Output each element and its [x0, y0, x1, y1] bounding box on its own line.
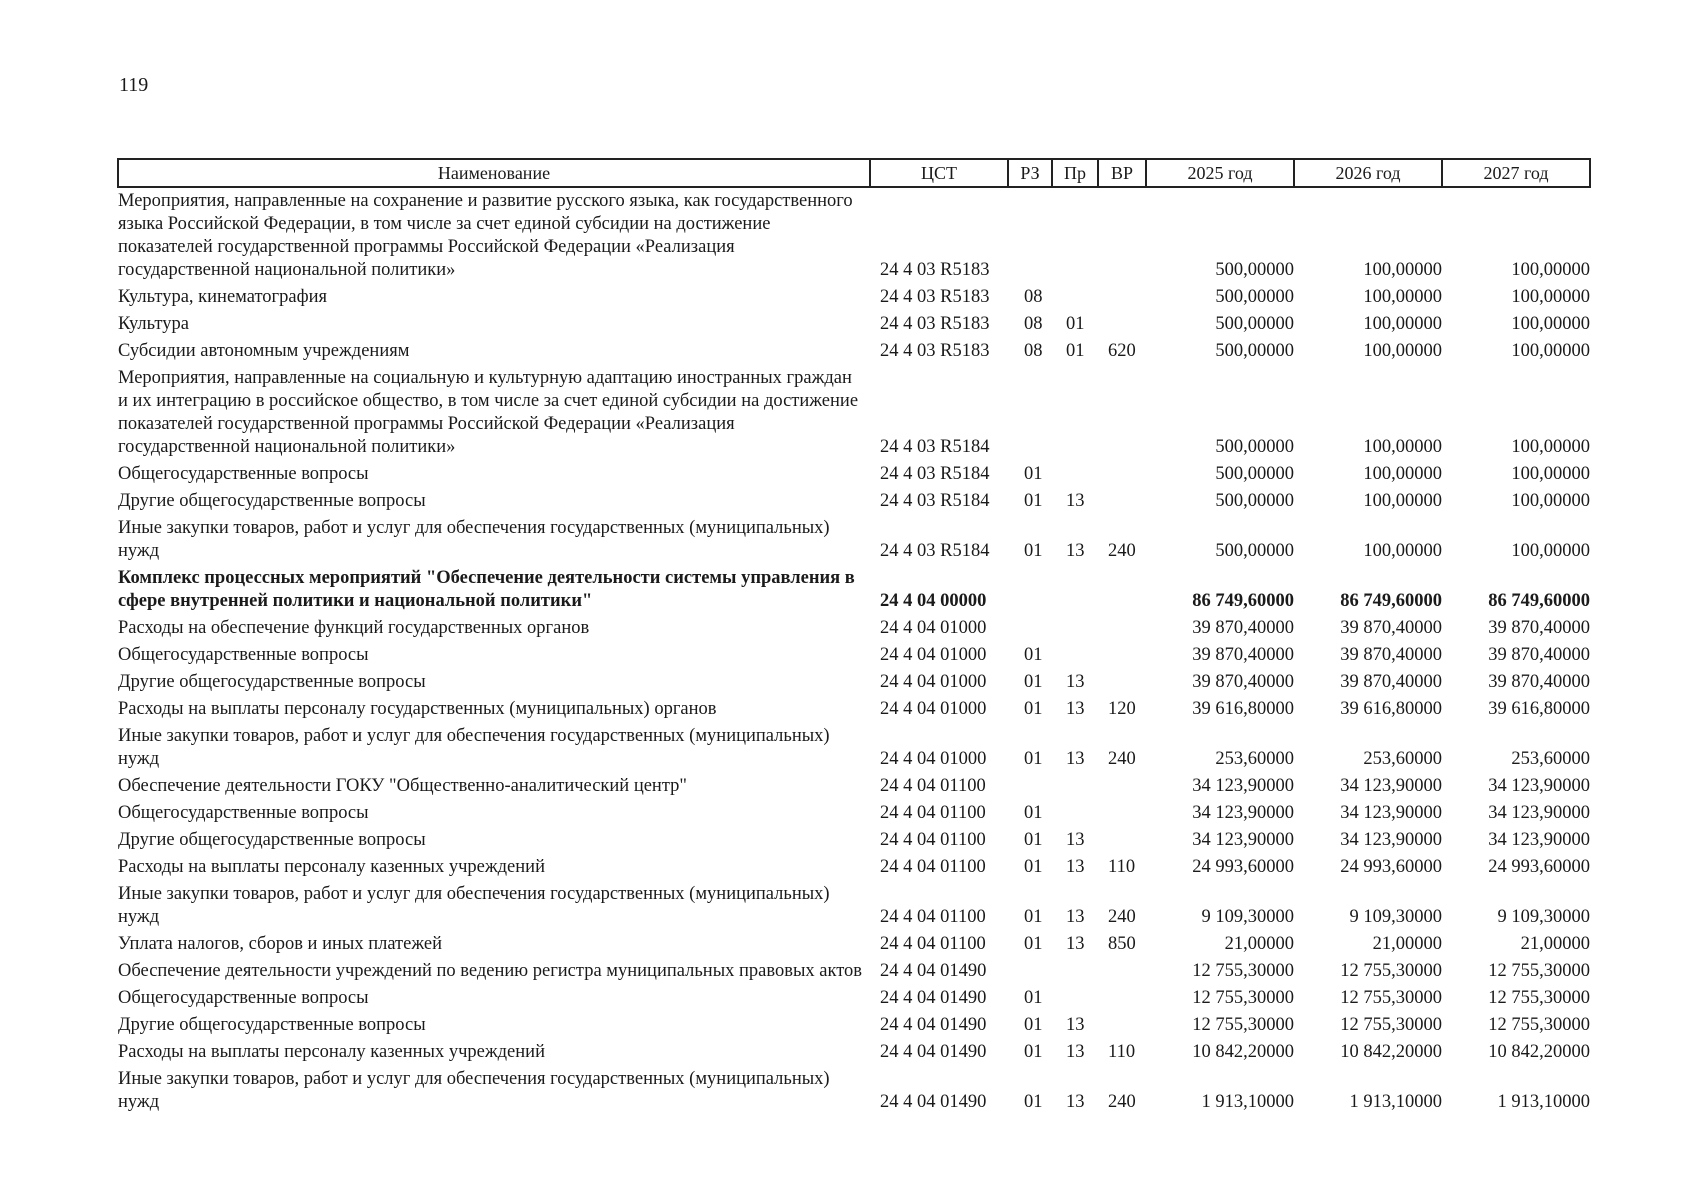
row-value-2026: 39 870,40000	[1340, 645, 1442, 665]
row-vr: 110	[1108, 1042, 1136, 1062]
row-pr: 13	[1066, 1015, 1085, 1035]
row-value-2025: 34 123,90000	[1192, 803, 1294, 823]
row-vr: 850	[1108, 934, 1136, 954]
row-value-2027: 39 616,80000	[1488, 699, 1590, 719]
row-cst: 24 4 04 01000	[880, 645, 987, 665]
row-value-2025: 1 913,10000	[1201, 1092, 1294, 1112]
row-rz: 01	[1024, 541, 1043, 561]
row-vr	[1098, 800, 1146, 827]
row-cst: 24 4 04 01100	[880, 907, 986, 927]
row-vr	[1098, 615, 1146, 642]
row-value-2026: 100,00000	[1363, 541, 1442, 561]
row-value-2026: 100,00000	[1363, 260, 1442, 280]
row-pr	[1052, 615, 1098, 642]
row-value-2025: 253,60000	[1215, 749, 1294, 769]
table-row	[118, 488, 1590, 515]
row-vr: 240	[1108, 907, 1136, 927]
row-name: Общегосударственные вопросы	[118, 464, 369, 484]
row-vr	[1098, 1012, 1146, 1039]
table-row	[118, 642, 1590, 669]
row-pr: 13	[1066, 907, 1085, 927]
row-value-2025: 12 755,30000	[1192, 961, 1294, 981]
row-value-2025: 39 870,40000	[1192, 618, 1294, 638]
row-value-2026: 1 913,10000	[1349, 1092, 1442, 1112]
row-value-2025: 39 870,40000	[1192, 672, 1294, 692]
table-row	[118, 1039, 1590, 1066]
row-value-2025: 21,00000	[1224, 934, 1294, 954]
row-cst: 24 4 03 R5183	[880, 341, 990, 361]
row-name: Обеспечение деятельности ГОКУ "Общественно-аналитический центр"	[118, 776, 687, 796]
row-rz: 01	[1024, 907, 1043, 927]
row-name: Другие общегосударственные вопросы	[118, 1015, 426, 1035]
row-value-2027: 100,00000	[1511, 464, 1590, 484]
row-cst: 24 4 04 01100	[880, 803, 986, 823]
row-value-2025: 39 616,80000	[1192, 699, 1294, 719]
row-value-2026: 100,00000	[1363, 491, 1442, 511]
row-pr: 13	[1066, 934, 1085, 954]
header-pr: Пр	[1052, 159, 1098, 187]
row-name: Иные закупки товаров, работ и услуг для обеспечения государственных (муниципальных) нужд	[118, 726, 830, 769]
row-rz: 01	[1024, 803, 1043, 823]
row-value-2027: 12 755,30000	[1488, 1015, 1590, 1035]
table-row	[118, 958, 1590, 985]
row-vr	[1098, 642, 1146, 669]
row-cst: 24 4 03 R5184	[880, 541, 990, 561]
row-cst: 24 4 04 01000	[880, 618, 987, 638]
row-name: Расходы на обеспечение функций государственных органов	[118, 618, 590, 638]
row-rz: 01	[1024, 749, 1043, 769]
row-rz: 01	[1024, 857, 1043, 877]
table-row	[118, 461, 1590, 488]
row-value-2025: 500,00000	[1215, 541, 1294, 561]
row-name: Расходы на выплаты персоналу государственных (муниципальных) органов	[118, 699, 717, 719]
row-value-2027: 9 109,30000	[1497, 907, 1590, 927]
row-value-2025: 34 123,90000	[1192, 776, 1294, 796]
row-name: Уплата налогов, сборов и иных платежей	[118, 934, 443, 954]
row-name: Культура	[118, 314, 189, 334]
row-rz: 08	[1024, 341, 1043, 361]
row-value-2026: 12 755,30000	[1340, 961, 1442, 981]
header-name: Наименование	[118, 159, 870, 187]
row-rz	[1008, 773, 1052, 800]
row-name: Расходы на выплаты персоналу казенных учреждений	[118, 857, 545, 877]
row-rz: 01	[1024, 934, 1043, 954]
row-name: Иные закупки товаров, работ и услуг для обеспечения государственных (муниципальных) нужд	[118, 1069, 830, 1112]
row-vr	[1098, 958, 1146, 985]
row-value-2025: 39 870,40000	[1192, 645, 1294, 665]
header-cst: ЦСТ	[870, 159, 1008, 187]
row-rz	[1008, 365, 1052, 461]
row-rz: 01	[1024, 672, 1043, 692]
row-pr	[1052, 773, 1098, 800]
row-vr	[1098, 669, 1146, 696]
table-row	[118, 187, 1590, 284]
row-pr	[1052, 461, 1098, 488]
row-cst: 24 4 03 R5184	[880, 491, 990, 511]
row-value-2027: 1 913,10000	[1497, 1092, 1590, 1112]
row-value-2026: 253,60000	[1363, 749, 1442, 769]
row-rz: 08	[1024, 314, 1043, 334]
row-cst: 24 4 04 01000	[880, 699, 987, 719]
row-pr: 13	[1066, 672, 1085, 692]
row-value-2027: 34 123,90000	[1488, 803, 1590, 823]
table-row	[118, 881, 1590, 931]
row-pr: 13	[1066, 541, 1085, 561]
header-2025: 2025 год	[1146, 159, 1294, 187]
row-value-2027: 21,00000	[1520, 934, 1590, 954]
table-row	[118, 1066, 1590, 1116]
row-cst: 24 4 04 01490	[880, 1015, 987, 1035]
table-row	[118, 696, 1590, 723]
row-vr	[1098, 773, 1146, 800]
row-value-2026: 39 616,80000	[1340, 699, 1442, 719]
row-value-2026: 39 870,40000	[1340, 672, 1442, 692]
row-cst: 24 4 04 01490	[880, 961, 987, 981]
row-value-2027: 39 870,40000	[1488, 645, 1590, 665]
row-name: Общегосударственные вопросы	[118, 803, 369, 823]
row-vr	[1098, 827, 1146, 854]
table-row	[118, 615, 1590, 642]
row-vr	[1098, 284, 1146, 311]
row-value-2026: 34 123,90000	[1340, 830, 1442, 850]
row-value-2027: 12 755,30000	[1488, 988, 1590, 1008]
row-vr: 620	[1108, 341, 1136, 361]
row-value-2027: 39 870,40000	[1488, 618, 1590, 638]
row-pr	[1052, 284, 1098, 311]
row-pr: 13	[1066, 1042, 1085, 1062]
table-row	[118, 669, 1590, 696]
row-value-2025: 500,00000	[1215, 437, 1294, 457]
row-vr: 240	[1108, 541, 1136, 561]
table-row	[118, 515, 1590, 565]
table-body	[118, 187, 1590, 1116]
header-2027: 2027 год	[1442, 159, 1590, 187]
row-value-2026: 12 755,30000	[1340, 1015, 1442, 1035]
row-name: Культура, кинематография	[118, 287, 328, 307]
row-value-2025: 500,00000	[1215, 287, 1294, 307]
table-header-row	[118, 159, 1590, 187]
row-vr: 120	[1108, 699, 1136, 719]
row-rz: 01	[1024, 1015, 1043, 1035]
row-cst: 24 4 03 R5183	[880, 287, 990, 307]
row-value-2027: 39 870,40000	[1488, 672, 1590, 692]
row-value-2027: 253,60000	[1511, 749, 1590, 769]
row-value-2026: 9 109,30000	[1349, 907, 1442, 927]
row-pr	[1052, 565, 1098, 615]
row-rz	[1008, 615, 1052, 642]
row-cst: 24 4 04 01490	[880, 988, 987, 1008]
row-cst: 24 4 04 00000	[880, 591, 987, 611]
row-name: Общегосударственные вопросы	[118, 645, 369, 665]
row-value-2027: 86 749,60000	[1488, 591, 1590, 611]
row-value-2025: 10 842,20000	[1192, 1042, 1294, 1062]
row-value-2025: 12 755,30000	[1192, 1015, 1294, 1035]
row-vr	[1098, 311, 1146, 338]
row-name: Другие общегосударственные вопросы	[118, 830, 426, 850]
row-value-2027: 100,00000	[1511, 314, 1590, 334]
row-rz: 01	[1024, 1092, 1043, 1112]
row-name: Обеспечение деятельности учреждений по ведению регистра муниципальных правовых актов	[118, 961, 863, 981]
row-cst: 24 4 04 01000	[880, 749, 987, 769]
row-vr: 240	[1108, 1092, 1136, 1112]
row-value-2026: 24 993,60000	[1340, 857, 1442, 877]
row-cst: 24 4 04 01100	[880, 857, 986, 877]
row-pr: 13	[1066, 491, 1085, 511]
header-rz: РЗ	[1008, 159, 1052, 187]
row-vr	[1098, 365, 1146, 461]
table-row	[118, 773, 1590, 800]
row-value-2026: 100,00000	[1363, 437, 1442, 457]
row-value-2026: 100,00000	[1363, 314, 1442, 334]
row-pr: 01	[1066, 314, 1085, 334]
row-value-2025: 500,00000	[1215, 341, 1294, 361]
row-rz	[1008, 958, 1052, 985]
row-rz	[1008, 565, 1052, 615]
row-value-2027: 12 755,30000	[1488, 961, 1590, 981]
row-rz: 01	[1024, 491, 1043, 511]
row-name: Иные закупки товаров, работ и услуг для обеспечения государственных (муниципальных) нужд	[118, 884, 830, 927]
table-row	[118, 338, 1590, 365]
row-value-2025: 500,00000	[1215, 464, 1294, 484]
header-2026: 2026 год	[1294, 159, 1442, 187]
row-cst: 24 4 03 R5183	[880, 260, 990, 280]
row-rz: 01	[1024, 645, 1043, 665]
row-value-2027: 100,00000	[1511, 341, 1590, 361]
row-value-2027: 100,00000	[1511, 541, 1590, 561]
row-value-2026: 100,00000	[1363, 341, 1442, 361]
row-value-2025: 500,00000	[1215, 314, 1294, 334]
row-cst: 24 4 04 01100	[880, 934, 986, 954]
row-vr	[1098, 565, 1146, 615]
row-value-2025: 9 109,30000	[1201, 907, 1294, 927]
row-pr: 13	[1066, 857, 1085, 877]
row-value-2027: 100,00000	[1511, 260, 1590, 280]
row-pr	[1052, 365, 1098, 461]
row-value-2025: 500,00000	[1215, 260, 1294, 280]
row-cst: 24 4 03 R5184	[880, 464, 990, 484]
row-pr: 13	[1066, 830, 1085, 850]
table-row	[118, 1012, 1590, 1039]
row-rz: 01	[1024, 464, 1043, 484]
row-cst: 24 4 04 01100	[880, 776, 986, 796]
row-name: Иные закупки товаров, работ и услуг для обеспечения государственных (муниципальных) нужд	[118, 518, 830, 561]
row-vr	[1098, 488, 1146, 515]
table-row	[118, 723, 1590, 773]
row-name: Мероприятия, направленные на сохранение и развитие русского языка, как государственного языка Российской Федерации, в том числе за счет единой субсидии на достижение показателей государственной программы Российской Федерации «Реализация государственной национальной политики»	[118, 191, 853, 280]
row-value-2027: 34 123,90000	[1488, 830, 1590, 850]
row-pr: 13	[1066, 749, 1085, 769]
table-row	[118, 565, 1590, 615]
row-value-2026: 86 749,60000	[1340, 591, 1442, 611]
row-pr	[1052, 985, 1098, 1012]
row-value-2027: 10 842,20000	[1488, 1042, 1590, 1062]
row-vr	[1098, 985, 1146, 1012]
row-value-2025: 12 755,30000	[1192, 988, 1294, 1008]
row-value-2026: 10 842,20000	[1340, 1042, 1442, 1062]
budget-table	[117, 158, 1591, 1116]
row-pr	[1052, 958, 1098, 985]
row-name: Субсидии автономным учреждениям	[118, 341, 410, 361]
row-cst: 24 4 03 R5183	[880, 314, 990, 334]
row-value-2025: 86 749,60000	[1192, 591, 1294, 611]
row-value-2026: 100,00000	[1363, 287, 1442, 307]
row-value-2026: 34 123,90000	[1340, 803, 1442, 823]
table-row	[118, 284, 1590, 311]
row-name: Другие общегосударственные вопросы	[118, 491, 426, 511]
header-vr: ВР	[1098, 159, 1146, 187]
table-row	[118, 931, 1590, 958]
row-rz: 01	[1024, 988, 1043, 1008]
row-pr	[1052, 800, 1098, 827]
row-value-2027: 24 993,60000	[1488, 857, 1590, 877]
row-value-2026: 34 123,90000	[1340, 776, 1442, 796]
row-name: Мероприятия, направленные на социальную и культурную адаптацию иностранных граждан и их интеграцию в российское общество, в том числе за счет единой субсидии на достижение показателей государственной программы Российской Федерации «Реализация государственной национальной политики»	[118, 368, 859, 457]
row-value-2026: 100,00000	[1363, 464, 1442, 484]
row-vr: 110	[1108, 857, 1136, 877]
row-rz: 01	[1024, 1042, 1043, 1062]
row-value-2026: 21,00000	[1372, 934, 1442, 954]
row-pr	[1052, 642, 1098, 669]
row-cst: 24 4 03 R5184	[880, 437, 990, 457]
row-rz: 08	[1024, 287, 1043, 307]
row-cst: 24 4 04 01490	[880, 1042, 987, 1062]
row-name: Комплекс процессных мероприятий "Обеспечение деятельности системы управления в сфере внутренней политики и национальной политики"	[118, 568, 855, 611]
table-row	[118, 827, 1590, 854]
row-value-2025: 24 993,60000	[1192, 857, 1294, 877]
row-name: Другие общегосударственные вопросы	[118, 672, 426, 692]
row-value-2027: 100,00000	[1511, 491, 1590, 511]
row-vr	[1098, 187, 1146, 284]
table-row	[118, 985, 1590, 1012]
row-rz: 01	[1024, 699, 1043, 719]
row-vr: 240	[1108, 749, 1136, 769]
row-value-2025: 34 123,90000	[1192, 830, 1294, 850]
row-value-2027: 100,00000	[1511, 437, 1590, 457]
row-pr: 13	[1066, 699, 1085, 719]
table-row	[118, 800, 1590, 827]
row-pr	[1052, 187, 1098, 284]
row-value-2027: 100,00000	[1511, 287, 1590, 307]
row-name: Общегосударственные вопросы	[118, 988, 369, 1008]
row-value-2025: 500,00000	[1215, 491, 1294, 511]
row-value-2026: 39 870,40000	[1340, 618, 1442, 638]
row-value-2026: 12 755,30000	[1340, 988, 1442, 1008]
row-pr: 13	[1066, 1092, 1085, 1112]
row-rz: 01	[1024, 830, 1043, 850]
table-row	[118, 311, 1590, 338]
row-cst: 24 4 04 01000	[880, 672, 987, 692]
row-cst: 24 4 04 01100	[880, 830, 986, 850]
row-name: Расходы на выплаты персоналу казенных учреждений	[118, 1042, 545, 1062]
row-rz	[1008, 187, 1052, 284]
table-row	[118, 854, 1590, 881]
page-number: 119	[119, 74, 149, 96]
row-vr	[1098, 461, 1146, 488]
row-value-2027: 34 123,90000	[1488, 776, 1590, 796]
table-row	[118, 365, 1590, 461]
row-cst: 24 4 04 01490	[880, 1092, 987, 1112]
row-pr: 01	[1066, 341, 1085, 361]
